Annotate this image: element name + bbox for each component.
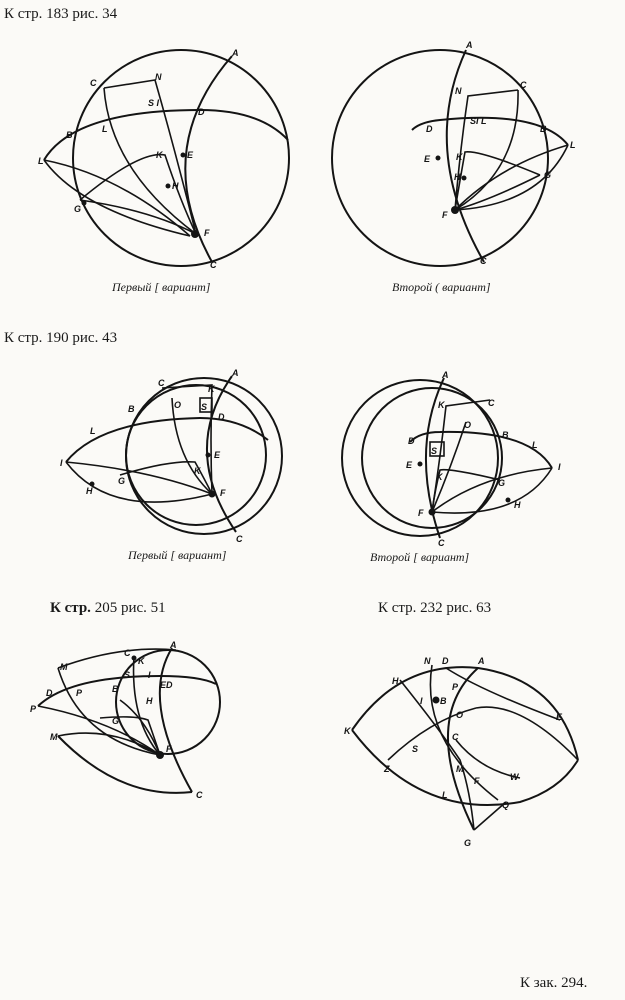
fig43-second-label-o: O <box>464 420 472 430</box>
fig34-first-label-b: B <box>66 130 73 140</box>
fig63-label-p: P <box>452 682 459 692</box>
fig43-second-label-l: L <box>532 440 538 450</box>
fig34-first-point-h <box>166 184 171 189</box>
fig43-first-label-c-bottom: C <box>236 534 243 544</box>
fig34-second-point-h <box>462 176 467 181</box>
fig43-second-label-f: F <box>418 508 424 518</box>
diagram-fig-51 <box>30 640 220 800</box>
fig51-label-h: H <box>146 696 153 706</box>
fig43-second-label-e: E <box>406 460 413 470</box>
fig43-second-label-i: I <box>558 462 561 472</box>
fig51-arc-p <box>38 676 216 706</box>
fig34-first-label-f: F <box>204 228 210 238</box>
fig34-first-label-e: E <box>187 150 194 160</box>
fig51-point-c <box>132 656 137 661</box>
fig34-first-point-e <box>181 153 186 158</box>
fig63-label-h: H <box>392 676 399 686</box>
fig51-label-b: B <box>112 684 119 694</box>
fig43-second-point-f <box>429 509 436 516</box>
fig43-second-arc-o <box>432 422 466 512</box>
fig34-first-label-c: C <box>90 78 97 88</box>
fig34-second-arc-gf <box>455 175 540 210</box>
subcaption-fig-43-second: Второй [ вариант] <box>370 550 470 564</box>
fig63-label-k: K <box>344 726 351 736</box>
fig34-second-label-b: B <box>540 124 547 134</box>
fig43-first-label-k2: K <box>194 466 201 476</box>
fig34-first-arc-gf <box>80 200 196 234</box>
fig34-second-label-l: L <box>570 140 576 150</box>
fig43-second-label-a: A <box>442 370 449 380</box>
fig34-second-meridian <box>447 50 484 262</box>
fig51-label-m2: M <box>50 732 58 742</box>
fig34-second-label-c: C <box>520 80 527 90</box>
fig43-first-label-l: L <box>90 426 96 436</box>
fig43-second-label-c: C <box>488 398 495 408</box>
fig34-second-label-n: N <box>455 86 462 96</box>
fig43-first-label-a: A <box>232 368 239 378</box>
fig34-first-label-a: A <box>232 48 239 58</box>
fig43-second-arc-ig <box>432 468 552 513</box>
fig43-first-label-b: B <box>128 404 135 414</box>
fig51-label-i: I <box>148 670 151 680</box>
caption-fig-63: К стр. 232 рис. 63 <box>378 600 492 616</box>
fig43-first-label-i: I <box>60 458 63 468</box>
fig43-second-label-d: D <box>408 436 415 446</box>
fig34-second-arc-lg <box>455 145 568 210</box>
fig63-arc-o <box>476 707 578 760</box>
caption-fig-43: К стр. 190 рис. 43 <box>4 330 118 346</box>
fig51-arc-m-top <box>58 649 176 668</box>
fig63-label-i: I <box>420 696 423 706</box>
fig51-label-c: C <box>124 648 131 658</box>
fig43-first-label-d: D <box>218 412 225 422</box>
fig34-first-label-l: L <box>38 156 44 166</box>
fig34-first-label-g: G <box>74 204 82 214</box>
fig34-second-label-c-bottom: C <box>480 256 487 266</box>
fig43-second-label-s: S <box>431 446 438 456</box>
fig43-second-point-h <box>506 498 511 503</box>
fig34-second-label-d: D <box>426 124 433 134</box>
fig63-label-e: E <box>556 712 563 722</box>
diagram-fig-34-second <box>332 40 576 266</box>
fig34-second-arc-c <box>455 90 518 210</box>
fig34-first-label-c-bottom: C <box>210 260 217 270</box>
fig34-second-label-s: SI L <box>470 116 487 126</box>
diagram-fig-34-first <box>38 48 289 270</box>
fig63-label-m: M <box>456 764 464 774</box>
fig43-first-label-c: C <box>158 378 165 388</box>
fig34-second-point-e <box>436 156 441 161</box>
fig43-first-label-k: K <box>208 384 215 394</box>
fig43-first-point-e <box>206 453 211 458</box>
fig51-label-g: G <box>112 716 120 726</box>
fig63-label-s: S <box>412 744 419 754</box>
fig63-point-b <box>433 697 440 704</box>
fig43-second-point-e <box>418 462 423 467</box>
fig63-label-l: L <box>442 790 448 800</box>
diagram-fig-43-first <box>60 368 282 544</box>
fig34-first-label-s: S I <box>148 98 160 108</box>
diagram-fig-43-second <box>342 370 561 548</box>
fig51-label-d: D <box>46 688 53 698</box>
fig51-label-a: A <box>170 640 177 650</box>
fig63-label-n: N <box>424 656 431 666</box>
fig34-first-label-d: D <box>198 107 205 117</box>
fig63-label-f: F <box>474 776 480 786</box>
fig34-second-label-e: E <box>424 154 431 164</box>
fig63-label-g: G <box>464 838 472 848</box>
fig43-second-label-k: K <box>438 400 445 410</box>
fig63-label-w: W <box>510 772 519 782</box>
fig34-second-label-h: H <box>454 172 461 182</box>
fig34-first-label-h: H <box>172 181 179 191</box>
fig43-first-label-f: F <box>220 488 226 498</box>
fig34-first-point-f <box>191 230 199 238</box>
fig43-first-label-g: G <box>118 476 126 486</box>
fig51-label-k: K <box>138 656 145 666</box>
fig34-second-label-a: A <box>466 40 473 50</box>
caption-fig-34: К стр. 183 рис. 34 <box>4 6 118 22</box>
fig63-label-q: Q <box>502 800 510 810</box>
subcaption-fig-34-second: Второй ( вариант] <box>392 280 491 294</box>
subcaption-fig-43-first: Первый [ вариант] <box>128 548 227 562</box>
fig51-label-c-bottom: C <box>196 790 203 800</box>
fig43-first-label-h: H <box>86 486 93 496</box>
caption-fig-51-bold: К стр. <box>50 600 91 616</box>
fig63-label-z: Z <box>384 764 390 774</box>
fig63-label-c: C <box>452 732 459 742</box>
fig63-label-b: B <box>440 696 447 706</box>
subcaption-fig-34-first: Первый [ вариант] <box>112 280 211 294</box>
fig51-meridian <box>160 648 192 792</box>
fig51-label-ed: ED <box>160 680 173 690</box>
fig43-first-label-e: E <box>214 450 221 460</box>
footer-order-number: К зак. 294. <box>520 975 588 991</box>
fig34-first-label-k: K <box>156 150 163 160</box>
fig63-label-a: A <box>478 656 485 666</box>
fig43-first-label-s: S <box>201 402 208 412</box>
fig51-point-f <box>156 751 164 759</box>
fig63-label-o: O <box>456 710 464 720</box>
diagram-fig-63 <box>344 656 578 848</box>
fig34-first-label-l-inner: L <box>102 124 108 134</box>
fig43-second-label-b: B <box>502 430 509 440</box>
fig63-label-d: D <box>442 656 449 666</box>
fig43-second-label-k2: K <box>436 472 443 482</box>
fig51-label-p2: P <box>76 688 83 698</box>
fig34-second-label-g: G <box>544 170 552 180</box>
fig34-second-point-f <box>451 206 459 214</box>
caption-fig-51-rest: 205 рис. 51 <box>90 600 166 616</box>
fig43-first-point-f <box>209 491 216 498</box>
fig43-second-label-c-bottom: C <box>438 538 445 548</box>
fig34-first-label-n: N <box>155 72 162 82</box>
fig43-second-label-h: H <box>514 500 521 510</box>
fig51-label-f: F <box>166 744 172 754</box>
fig51-label-p: P <box>30 704 37 714</box>
fig43-first-label-o: O <box>174 400 182 410</box>
fig51-label-s: S <box>124 670 131 680</box>
fig43-second-label-g: G <box>498 478 506 488</box>
fig34-first-point-g <box>82 201 87 206</box>
fig34-second-arc-lf <box>455 145 568 210</box>
fig51-arc-m <box>58 668 160 755</box>
fig51-label-m: M <box>60 662 68 672</box>
fig43-first-circle-left <box>126 385 266 525</box>
fig34-second-label-k: K <box>456 152 463 162</box>
fig34-second-label-f: F <box>442 210 448 220</box>
fig43-first-arc-i <box>66 418 268 462</box>
